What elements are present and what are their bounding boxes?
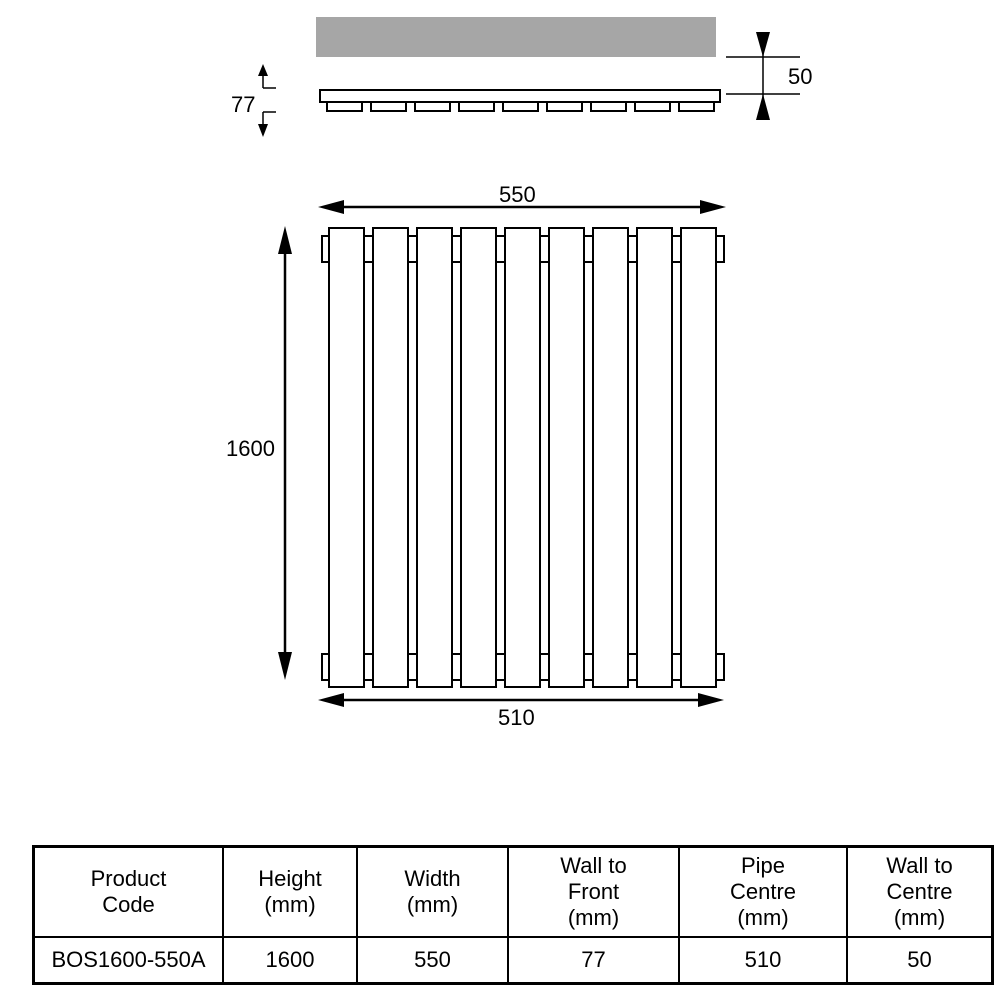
depth-arrow-down xyxy=(258,124,268,137)
table-cell: BOS1600-550A xyxy=(34,937,224,984)
table-header-cell xyxy=(679,847,847,938)
top-fin xyxy=(547,102,582,111)
table-header-line: (mm) xyxy=(737,905,789,930)
table-header-line: (mm) xyxy=(567,905,620,930)
table-cell: 50 xyxy=(847,937,993,984)
top-fin xyxy=(415,102,450,111)
table-header-line: Centre xyxy=(886,879,953,904)
table-header-cell xyxy=(34,847,224,938)
table-cell: 77 xyxy=(508,937,679,984)
wall-centre-label: 50 xyxy=(788,64,813,89)
top-fin xyxy=(503,102,538,111)
radiator-column xyxy=(329,228,364,687)
overall-width-arrow-left xyxy=(318,200,344,214)
table-header-cell xyxy=(357,847,508,938)
wall-centre-arrow-bottom xyxy=(756,94,770,120)
table-header-line: (mm) xyxy=(406,892,459,917)
radiator-column xyxy=(637,228,672,687)
radiator-column xyxy=(373,228,408,687)
top-fin xyxy=(371,102,406,111)
table-header-line: (mm) xyxy=(264,892,316,917)
height-label: 1600 xyxy=(226,436,275,461)
top-fin xyxy=(635,102,670,111)
depth-dimension xyxy=(263,72,276,128)
top-fin xyxy=(327,102,362,111)
table-header-cell xyxy=(223,847,357,938)
depth-label: 77 xyxy=(231,92,256,117)
radiator-column xyxy=(549,228,584,687)
table-header-line: Height xyxy=(258,866,322,891)
radiator-column xyxy=(505,228,540,687)
pipe-centre-arrow-right xyxy=(698,693,724,707)
table-header-line: Wall to xyxy=(886,853,953,878)
table-header-line: Front xyxy=(567,879,620,904)
top-view xyxy=(320,90,720,111)
table-header-line: Centre xyxy=(729,879,797,904)
height-arrow-bottom xyxy=(278,652,292,680)
table-header-line: Pipe xyxy=(740,853,786,878)
overall-width-arrow-right xyxy=(700,200,726,214)
pipe-centre-label: 510 xyxy=(498,705,535,730)
spec-table xyxy=(32,845,994,985)
table-cell: 1600 xyxy=(223,937,357,984)
radiator-column xyxy=(593,228,628,687)
overall-width-label: 550 xyxy=(499,182,536,207)
top-fin xyxy=(591,102,626,111)
table-header-line: Wall to xyxy=(560,853,627,878)
pipe-centre-arrow-left xyxy=(318,693,344,707)
radiator-column xyxy=(461,228,496,687)
wall-block xyxy=(316,17,716,57)
table-cell: 550 xyxy=(357,937,508,984)
table-header-cell xyxy=(508,847,679,938)
front-view xyxy=(322,228,724,687)
table-header-line: Product xyxy=(90,866,167,891)
radiator-column xyxy=(417,228,452,687)
table-row xyxy=(34,937,993,984)
wall-centre-arrow-top xyxy=(756,32,770,57)
table-header-line: Width xyxy=(404,866,461,891)
radiator-column xyxy=(681,228,716,687)
table-header-cell xyxy=(847,847,993,938)
table-header-line: Code xyxy=(102,892,155,917)
table-header-row xyxy=(34,847,993,938)
table-header-line: (mm) xyxy=(893,905,946,930)
top-fin xyxy=(679,102,714,111)
table-cell: 510 xyxy=(679,937,847,984)
height-arrow-top xyxy=(278,226,292,254)
depth-arrow-up xyxy=(258,64,268,76)
top-fin xyxy=(459,102,494,111)
